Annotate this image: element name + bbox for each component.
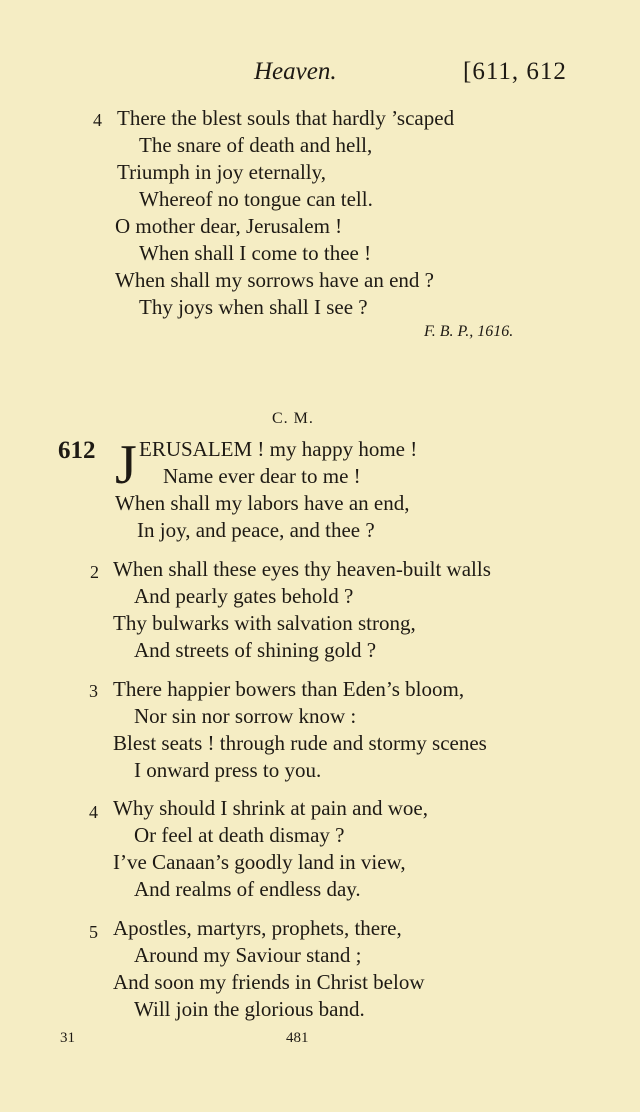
verse-line: Name ever dear to me ! bbox=[163, 464, 361, 488]
verse-line: Triumph in joy eternally, bbox=[117, 160, 327, 184]
signature-mark: 31 bbox=[60, 1030, 75, 1046]
verse-line: And pearly gates behold ? bbox=[134, 584, 354, 608]
verse-line: Why should I shrink at pain and woe, bbox=[113, 796, 428, 820]
meter-label: C. M. bbox=[272, 410, 314, 427]
attribution: F. B. P., 1616. bbox=[424, 323, 514, 340]
hymn-number: 612 bbox=[58, 437, 96, 464]
stanza-number: 4 bbox=[89, 802, 98, 822]
verse-line: O mother dear, Jerusalem ! bbox=[115, 214, 343, 238]
verse-line: Nor sin nor sorrow know : bbox=[134, 704, 357, 728]
verse-line: When shall I come to thee ! bbox=[139, 241, 372, 265]
verse-line: And streets of shining gold ? bbox=[134, 638, 377, 662]
verse-line: I’ve Canaan’s goodly land in view, bbox=[113, 850, 406, 874]
stanza-number: 2 bbox=[90, 562, 99, 582]
verse-line: Whereof no tongue can tell. bbox=[139, 187, 373, 211]
verse-line: Thy joys when shall I see ? bbox=[139, 295, 368, 319]
drop-cap: J bbox=[115, 434, 137, 496]
verse-line: And soon my friends in Christ below bbox=[113, 970, 425, 994]
verse-line: I onward press to you. bbox=[134, 758, 322, 782]
verse-line: Will join the glorious band. bbox=[134, 997, 365, 1021]
stanza-number: 5 bbox=[89, 922, 98, 942]
verse-line: Or feel at death dismay ? bbox=[134, 823, 345, 847]
verse-line: ERUSALEM ! my happy home ! bbox=[139, 437, 418, 461]
verse-line: When shall these eyes thy heaven-built walls bbox=[113, 557, 491, 581]
stanza-number: 3 bbox=[89, 681, 98, 701]
verse-line: When shall my sorrows have an end ? bbox=[115, 268, 434, 292]
stanza-number: 4 bbox=[93, 110, 102, 130]
verse-line: Thy bulwarks with salvation strong, bbox=[113, 611, 416, 635]
verse-line: Around my Saviour stand ; bbox=[134, 943, 362, 967]
verse-line: In joy, and peace, and thee ? bbox=[137, 518, 375, 542]
running-title: Heaven. bbox=[254, 58, 337, 85]
page-number: 481 bbox=[286, 1030, 309, 1046]
verse-line: Blest seats ! through rude and stormy scenes bbox=[113, 731, 487, 755]
hymn-range: [611, 612 bbox=[463, 58, 567, 85]
verse-line: Apostles, martyrs, prophets, there, bbox=[113, 916, 402, 940]
verse-line: There the blest souls that hardly ’scaped bbox=[117, 106, 455, 130]
verse-line: The snare of death and hell, bbox=[139, 133, 373, 157]
verse-line: There happier bowers than Eden’s bloom, bbox=[113, 677, 465, 701]
verse-line: When shall my labors have an end, bbox=[115, 491, 410, 515]
verse-line: And realms of endless day. bbox=[134, 877, 361, 901]
